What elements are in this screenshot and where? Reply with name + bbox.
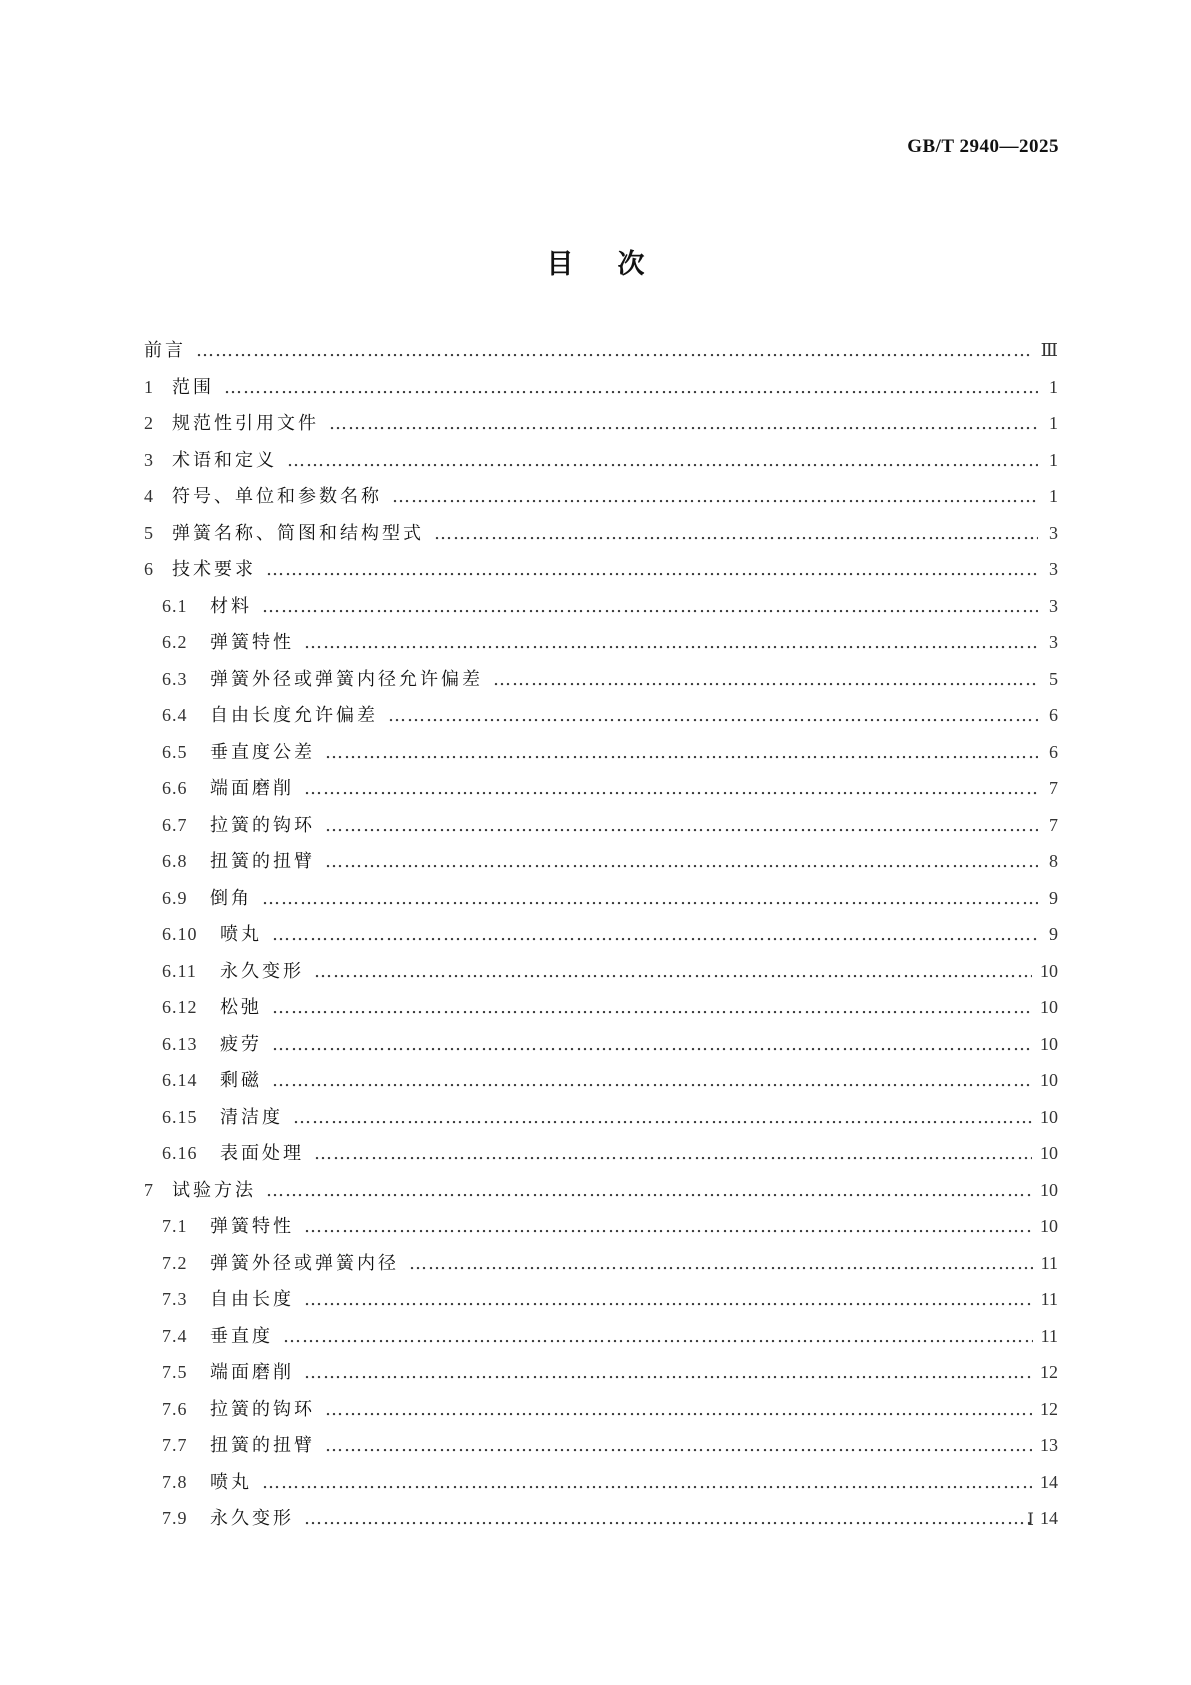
dot-leader <box>304 1362 1032 1383</box>
toc-entry[interactable] <box>144 957 1058 994</box>
toc-entry[interactable] <box>144 1504 1058 1541</box>
toc-entry-number: 6.2 <box>162 632 188 652</box>
toc-entry-number: 6.8 <box>162 851 188 871</box>
toc-entry[interactable] <box>144 884 1058 921</box>
toc-entry-page: 10 <box>1040 1033 1058 1054</box>
dot-leader <box>325 742 1038 763</box>
toc-entry-page: 1 <box>1049 413 1058 433</box>
toc-entry[interactable] <box>144 1066 1058 1103</box>
dot-leader <box>272 997 1032 1018</box>
toc-entry-label: 垂直度 <box>210 1325 273 1347</box>
toc-entry-page: 10 <box>1040 997 1058 1017</box>
dot-leader <box>287 450 1038 471</box>
page-title: 目次 <box>546 249 689 280</box>
toc-entry-label: 端面磨削 <box>210 778 294 799</box>
toc-entry-page: 8 <box>1049 851 1058 871</box>
dot-leader <box>409 1253 1033 1274</box>
toc-entry-number: 6.1 <box>162 595 188 616</box>
toc-entry-number: 1 <box>144 376 154 397</box>
toc-entry-label: 符号、单位和参数名称 <box>172 486 382 507</box>
toc-entry[interactable] <box>144 1103 1058 1140</box>
toc-entry-page: 12 <box>1040 1362 1058 1382</box>
toc-entry-number: 7.1 <box>162 1216 188 1236</box>
toc-entry-label: 扭簧的扭臂 <box>210 851 315 872</box>
toc-entry-page: 3 <box>1049 595 1058 616</box>
toc-entry[interactable] <box>144 1358 1058 1395</box>
toc-entry-label: 喷丸 <box>220 924 262 945</box>
toc-entry-number: 3 <box>144 449 154 470</box>
dot-leader <box>304 632 1038 653</box>
toc-entry-label: 材料 <box>210 595 252 617</box>
toc-entry[interactable] <box>144 336 1058 373</box>
toc-entry-label: 前言 <box>144 340 186 361</box>
toc-entry-number: 7.3 <box>162 1289 188 1309</box>
toc-entry-number: 6.3 <box>162 668 188 689</box>
toc-entry-label: 拉簧的钩环 <box>210 814 315 836</box>
dot-leader <box>196 340 1033 361</box>
toc-entry-label: 弹簧外径或弹簧内径 <box>210 1252 399 1274</box>
toc-entry[interactable] <box>144 409 1058 446</box>
toc-entry-page: 9 <box>1049 887 1058 908</box>
toc-entry-page: 12 <box>1040 1398 1058 1419</box>
dot-leader <box>325 1435 1032 1456</box>
toc-entry-label: 术语和定义 <box>172 449 277 471</box>
dot-leader <box>434 523 1038 544</box>
toc-entry-page: 13 <box>1040 1435 1058 1455</box>
toc-entry-label: 弹簧外径或弹簧内径允许偏差 <box>210 668 483 690</box>
toc-entry[interactable] <box>144 1431 1058 1468</box>
toc-entry-label: 规范性引用文件 <box>172 413 319 434</box>
toc-entry[interactable] <box>144 1322 1058 1359</box>
toc-entry-label: 喷丸 <box>210 1471 252 1493</box>
toc-entry-number: 6.6 <box>162 778 188 798</box>
toc-entry[interactable] <box>144 446 1058 483</box>
toc-entry-page: 3 <box>1049 559 1058 579</box>
toc-entry-label: 表面处理 <box>220 1143 304 1164</box>
toc-entry-number: 2 <box>144 413 154 433</box>
toc-entry-label: 永久变形 <box>220 960 304 982</box>
dot-leader <box>329 413 1038 434</box>
toc-entry-page: 14 <box>1040 1471 1058 1492</box>
toc-entry-number: 6 <box>144 559 154 579</box>
toc-entry-page: 10 <box>1040 1216 1058 1236</box>
toc-entry-page: 1 <box>1049 449 1058 470</box>
toc-entry[interactable] <box>144 665 1058 702</box>
toc-entry-number: 6.4 <box>162 705 188 725</box>
dot-leader <box>272 924 1038 945</box>
toc-entry-number: 4 <box>144 486 154 506</box>
toc-entry-number: 6.10 <box>162 924 198 944</box>
toc-entry-number: 7.6 <box>162 1398 188 1419</box>
toc-entry-page: 3 <box>1049 632 1058 652</box>
toc-entry-number: 6.13 <box>162 1033 198 1054</box>
toc-entry-label: 倒角 <box>210 887 252 909</box>
dot-leader <box>266 1180 1032 1201</box>
toc-entry-number: 7.9 <box>162 1508 188 1528</box>
toc-entry-page: 1 <box>1049 486 1058 506</box>
toc-entry-label: 剩磁 <box>220 1070 262 1091</box>
toc-entry[interactable] <box>144 738 1058 775</box>
toc-entry-number: 7.7 <box>162 1435 188 1455</box>
toc-entry-page: 9 <box>1049 924 1058 944</box>
toc-entry-number: 6.5 <box>162 741 188 762</box>
toc-entry[interactable] <box>144 1285 1058 1322</box>
dot-leader <box>283 1326 1033 1347</box>
dot-leader <box>314 961 1032 982</box>
toc-entry-label: 自由长度 <box>210 1289 294 1310</box>
dot-leader <box>262 1472 1032 1493</box>
toc-entry[interactable] <box>144 1212 1058 1249</box>
dot-leader <box>388 705 1038 726</box>
toc-entry-label: 松弛 <box>220 997 262 1018</box>
toc-entry-page: 10 <box>1040 1143 1058 1163</box>
dot-leader <box>314 1143 1032 1164</box>
toc-entry[interactable] <box>144 1176 1058 1213</box>
dot-leader <box>266 559 1038 580</box>
toc-entry[interactable] <box>144 373 1058 410</box>
toc-entry[interactable] <box>144 1030 1058 1067</box>
toc-entry[interactable] <box>144 811 1058 848</box>
dot-leader <box>262 888 1038 909</box>
toc-entry-page: 1 <box>1049 376 1058 397</box>
dot-leader <box>293 1107 1032 1128</box>
toc-entry[interactable] <box>144 1468 1058 1505</box>
dot-leader <box>325 815 1038 836</box>
toc-entry[interactable] <box>144 1395 1058 1432</box>
toc-entry-page: 10 <box>1040 960 1058 981</box>
toc-entry-number: 6.11 <box>162 960 197 981</box>
toc-entry-page: 10 <box>1040 1070 1058 1090</box>
toc-entry[interactable] <box>144 555 1058 592</box>
toc-entry-number: 7 <box>144 1179 154 1200</box>
toc-entry-number: 6.7 <box>162 814 188 835</box>
toc-entry-page: 10 <box>1040 1179 1058 1200</box>
dot-leader <box>392 486 1038 507</box>
toc-entry[interactable] <box>144 920 1058 957</box>
toc-entry[interactable] <box>144 701 1058 738</box>
toc-entry[interactable] <box>144 1249 1058 1286</box>
toc-entry-page: 14 <box>1040 1508 1058 1528</box>
toc-entry-label: 永久变形 <box>210 1508 294 1529</box>
toc-entry-page: 11 <box>1040 1325 1058 1346</box>
toc-entry-label: 试验方法 <box>172 1179 256 1201</box>
toc-entry[interactable] <box>144 993 1058 1030</box>
toc-entry-label: 弹簧特性 <box>210 632 294 653</box>
toc-entry-page: 5 <box>1049 668 1058 689</box>
toc-entry[interactable] <box>144 1139 1058 1176</box>
dot-leader <box>304 778 1038 799</box>
toc-entry-label: 扭簧的扭臂 <box>210 1435 315 1456</box>
toc-entry-page: Ⅲ <box>1040 340 1058 360</box>
toc-entry[interactable] <box>144 592 1058 629</box>
toc-entry-label: 自由长度允许偏差 <box>210 705 378 726</box>
standard-code: GB/T 2940—2025 <box>907 136 1059 157</box>
toc-entry-page: 6 <box>1049 705 1058 725</box>
toc-entry-label: 范围 <box>172 376 214 398</box>
toc-entry-label: 疲劳 <box>220 1033 262 1055</box>
toc-entry-label: 端面磨削 <box>210 1362 294 1383</box>
toc-entry[interactable] <box>144 628 1058 665</box>
toc-entry-label: 清洁度 <box>220 1106 283 1128</box>
toc-entry-label: 垂直度公差 <box>210 741 315 763</box>
table-of-contents <box>144 336 1058 1541</box>
toc-entry-number: 6.12 <box>162 997 198 1017</box>
dot-leader <box>325 851 1038 872</box>
toc-entry-page: 7 <box>1049 778 1058 798</box>
toc-entry[interactable] <box>144 482 1058 519</box>
toc-entry-page: 10 <box>1040 1106 1058 1127</box>
page-number: Ⅰ <box>1027 1510 1034 1529</box>
toc-entry-page: 6 <box>1049 741 1058 762</box>
dot-leader <box>304 1216 1032 1237</box>
dot-leader <box>262 596 1038 617</box>
toc-entry-number: 7.5 <box>162 1362 188 1382</box>
toc-entry-number: 7.8 <box>162 1471 188 1492</box>
toc-entry-number: 6.16 <box>162 1143 198 1163</box>
dot-leader <box>325 1399 1032 1420</box>
toc-entry-label: 弹簧名称、简图和结构型式 <box>172 522 424 544</box>
toc-entry[interactable] <box>144 847 1058 884</box>
toc-entry[interactable] <box>144 774 1058 811</box>
toc-entry-number: 7.4 <box>162 1325 188 1346</box>
toc-entry-number: 7.2 <box>162 1252 188 1273</box>
toc-entry-number: 6.15 <box>162 1106 198 1127</box>
toc-entry[interactable] <box>144 519 1058 556</box>
dot-leader <box>304 1289 1033 1310</box>
dot-leader <box>272 1034 1032 1055</box>
toc-entry-page: 11 <box>1040 1252 1058 1273</box>
dot-leader <box>304 1508 1032 1529</box>
toc-entry-label: 弹簧特性 <box>210 1216 294 1237</box>
toc-entry-number: 6.9 <box>162 887 188 908</box>
toc-entry-page: 11 <box>1040 1289 1058 1309</box>
toc-entry-page: 7 <box>1049 814 1058 835</box>
dot-leader <box>224 377 1038 398</box>
toc-entry-label: 拉簧的钩环 <box>210 1398 315 1420</box>
dot-leader <box>272 1070 1032 1091</box>
toc-entry-label: 技术要求 <box>172 559 256 580</box>
dot-leader <box>493 669 1038 690</box>
toc-entry-number: 6.14 <box>162 1070 198 1090</box>
toc-entry-number: 5 <box>144 522 154 543</box>
toc-entry-page: 3 <box>1049 522 1058 543</box>
